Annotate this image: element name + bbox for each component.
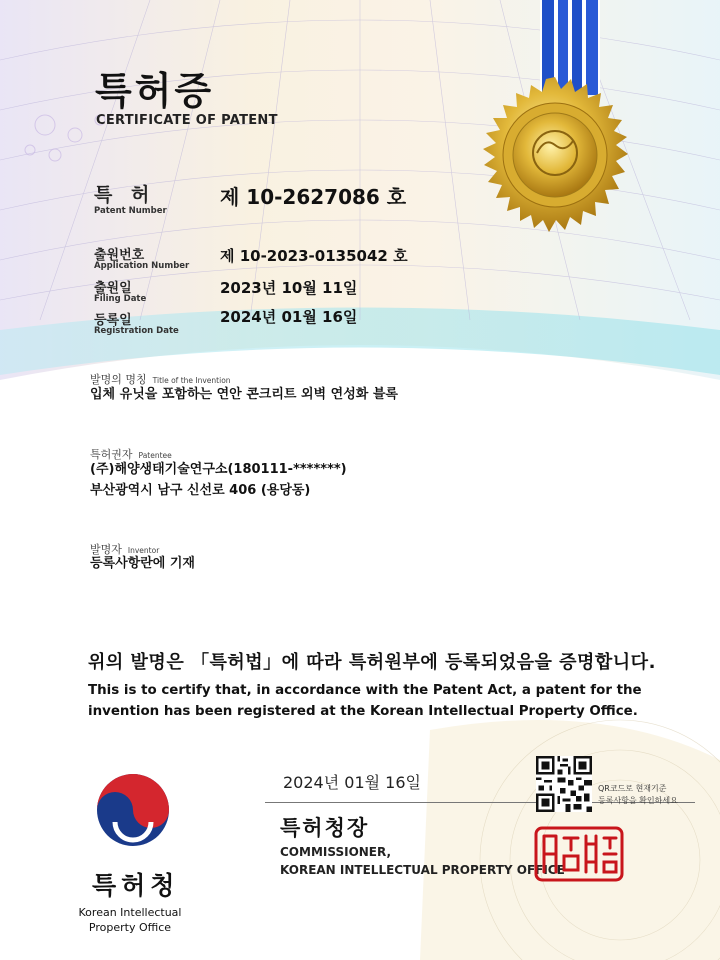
commissioner-line-1: COMMISSIONER, [280,845,392,859]
commissioner-line-2: KOREAN INTELLECTUAL PROPERTY OFFICE [280,863,565,877]
patentee-label-english: Patentee [138,451,172,460]
official-seal-stamp [534,826,624,882]
filing-date-label: 출원일 [94,281,132,296]
invention-title-label-english: Title of the Invention [152,376,231,385]
patentee-name: (주)해양생태기술연구소(180111-*******) [90,462,347,477]
registration-date-label: 등록일 [94,313,132,328]
registration-date-value: 2024년 01월 16일 [220,308,358,326]
patent-number-value: 제 10-2627086 호 [220,185,407,209]
application-number-label-english: Application Number [94,261,190,271]
qr-code-note [598,783,678,807]
patent-number-label: 특 허 [94,184,156,206]
inventor-value: 등록사항란에 기재 [90,556,195,571]
certification-statement-english: This is to certify that, in accordance with the Patent Act, a patent for the invention has been registered at the Korean Intellectual Property Office. [88,683,642,719]
kipo-name-english: Korean Intellectual Property Office [78,906,182,934]
gold-seal-medal [475,75,635,235]
patentee-label-korean: 특허권자 [90,448,133,461]
inventor-label-english: Inventor [127,546,160,555]
kipo-name-korean: 특허청 [92,871,180,900]
qr-code-icon[interactable] [536,756,592,812]
filing-date-label-english: Filing Date [94,294,147,304]
inventor-label-korean: 발명자 [90,543,122,556]
registration-date-label-english: Registration Date [94,326,179,336]
commissioner-title-korean: 특허청장 [280,816,370,840]
filing-date-value: 2023년 10월 11일 [220,279,358,297]
commissioner-title-english [280,843,565,879]
certificate-title-english: CERTIFICATE OF PATENT [96,113,278,128]
issue-date: 2024년 01월 16일 [283,773,421,792]
certificate-title: 특허증 [95,69,215,113]
invention-title-label-korean: 발명의 명칭 [90,373,147,386]
certification-statement-korean: 위의 발명은 「특허법」에 따라 특허원부에 등록되었음을 증명합니다. [88,652,656,673]
patent-number-label-english: Patent Number [94,206,167,216]
qr-note-line-1: QR코드로 현재기준 [598,784,667,793]
application-number-value: 제 10-2023-0135042 호 [220,247,408,265]
invention-title-value: 입체 유닛을 포함하는 연안 콘크리트 외벽 연성화 블록 [90,387,398,402]
patentee-address: 부산광역시 남구 신선로 406 (용당동) [90,483,311,498]
kipo-logo-icon [93,770,173,850]
qr-note-line-2: 등록사항을 확인하세요 [598,796,678,805]
application-number-label: 출원번호 [94,248,145,263]
